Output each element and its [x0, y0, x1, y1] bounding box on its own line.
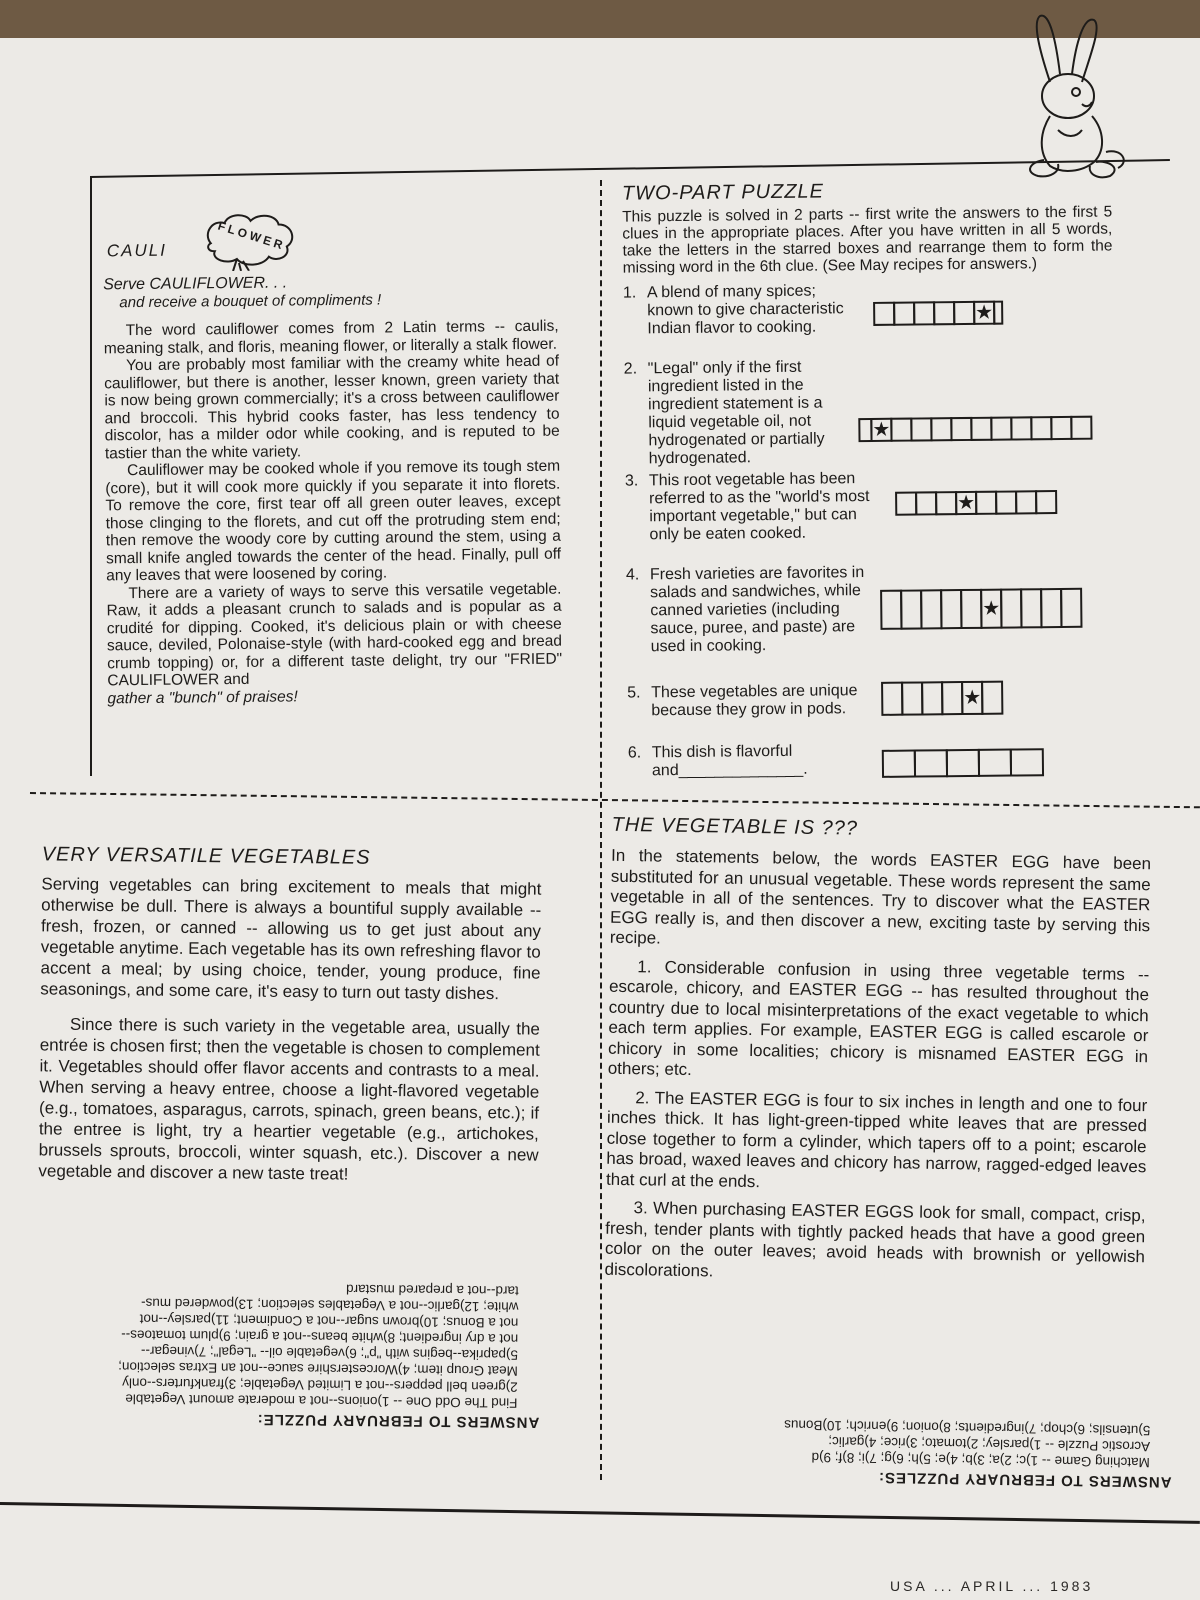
versatile-title: VERY VERSATILE VEGETABLES	[41, 843, 371, 869]
puzzle-intro: This puzzle is solved in 2 parts -- first write the answers to the first 5 clues in the appropriate places. After you have written in all 5 words, take the letters in the starred boxes and rearrange them to form the missing word in the 6th clue. (See May recipes for answers.)	[622, 203, 1113, 277]
starred-answer-box[interactable]	[961, 681, 983, 715]
serve-subheading: and receive a bouquet of compliments !	[119, 291, 382, 312]
puzzle-clue-5	[627, 679, 1118, 740]
answer-box[interactable]	[993, 301, 1003, 325]
answer-box[interactable]	[940, 589, 962, 629]
answer-box[interactable]	[950, 417, 972, 441]
answer-box[interactable]	[921, 681, 943, 715]
answer-box[interactable]	[1020, 588, 1042, 628]
answers-february-puzzles	[612, 1414, 1173, 1490]
answer-box[interactable]	[881, 682, 903, 716]
answer-box[interactable]	[1015, 490, 1037, 514]
answer-line: tard--not a prepared mustard	[346, 1281, 519, 1299]
answer-box[interactable]	[900, 589, 922, 629]
puzzle-clue-4	[626, 561, 1117, 680]
answer-box[interactable]	[873, 302, 895, 326]
answer-box[interactable]	[1030, 416, 1052, 440]
answer-box[interactable]	[960, 589, 982, 629]
answer-box[interactable]	[995, 490, 1017, 514]
clue-text: This dish is flavorful and______________.	[651, 742, 808, 780]
clue-text: This root vegetable has been referred to as the "world's most important vegetable," but can only be eaten cooked.	[648, 470, 870, 544]
answer-box[interactable]	[981, 681, 1003, 715]
answer-boxes-1[interactable]	[875, 301, 1003, 326]
answer-line: Matching Game -- 1)c; 2)a; 3)b; 4)e; 5)h; 6)g; 7)i; 8)f; 9)d	[811, 1449, 1150, 1471]
answer-box[interactable]	[895, 492, 917, 516]
versatile-vegetables-section	[38, 845, 542, 1200]
answer-box[interactable]	[1070, 416, 1092, 440]
answer-line: Meat Group item; 4)Worcestershire sauce--not an Extras selection;	[118, 1359, 518, 1379]
answers-left-title: ANSWERS TO FEBRUARY PUZZLE:	[256, 1410, 540, 1431]
cauliflower-paragraph-2: You are probably most familiar with the creamy white head of cauliflower, but there is another, lesser known, green variety that is now being grown commercially; it's a cross between cauliflower and broccoli. This hybrid cooks faster, has less tendency to discolor, has a milder odor while cooking, and is reputed to be tastier than the white variety.	[104, 352, 560, 462]
answer-boxes-2[interactable]	[860, 416, 1092, 442]
clue-number: 6.	[627, 744, 642, 762]
answer-box[interactable]	[920, 589, 942, 629]
clue-number: 3.	[624, 472, 639, 490]
page-footer: USA ... APRIL ... 1983	[890, 1578, 1094, 1594]
cauliflower-paragraph-4: There are a variety of ways to serve this versatile vegetable. Raw, it adds a pleasant crunch to salads and is popular as a crudité for dipping. Cooked, it's delicious plain or with cheese sauce, deviled, Polonaise-style (with hard-cooked egg and bread crumb topping) or, for a different taste delight, try our "FRIED" CAULIFLOWER and	[106, 580, 563, 690]
cauliflower-logo	[102, 208, 558, 273]
answer-box[interactable]	[1000, 588, 1022, 628]
answer-box[interactable]	[1010, 416, 1032, 440]
answer-box[interactable]	[990, 417, 1012, 441]
vertical-dashed-divider	[600, 180, 602, 1480]
answer-box[interactable]	[882, 750, 916, 778]
cauliflower-paragraph-3: Cauliflower may be cooked whole if you remove its tough stem (core), but it will cook more quickly if you separate it into florets. To remove the core, first tear off all green outer leaves, except those clinging to the florets, and cut off the protruding stem end; then remove the woody core by cutting around the stem, using a small knife angled towards the center of the head. Finally, pull off any leaves that were loosened by coring.	[105, 457, 562, 585]
answer-boxes-6[interactable]	[884, 748, 1044, 778]
answer-box[interactable]	[970, 417, 992, 441]
answer-box[interactable]	[1035, 490, 1057, 514]
answer-line: 5)utensils; 6)chop; 7)ingredients; 8)onion; 9)enrich; 10)Bonus	[784, 1417, 1151, 1439]
starred-answer-box[interactable]	[973, 301, 995, 325]
answer-box[interactable]	[1040, 588, 1062, 628]
logo-flower-text: FLOWER	[216, 218, 288, 253]
answer-box[interactable]	[930, 417, 952, 441]
vegetable-statement-1: 1. Considerable confusion in using three vegetable terms -- escarole, chicory, and EASTER EGG -- has resulted throughout the country due to local misinterpretations of the exact vegetable to which each term applies. For example, EASTER EGG is called escarole or chicory in some localities; chicory is misnamed EASTER EGG in others; etc.	[607, 956, 1150, 1080]
answer-box[interactable]	[890, 418, 912, 442]
answer-line: 2)green bell peppers--not a Limited Vegetable; 3)frankfurters--only	[122, 1375, 518, 1395]
answer-box[interactable]	[1010, 748, 1044, 776]
clue-text: These vegetables are unique because they grow in pods.	[651, 682, 858, 720]
starred-answer-box[interactable]	[955, 491, 977, 515]
logo-flower-cloud	[202, 212, 298, 271]
vegetable-statement-2: 2. The EASTER EGG is four to six inches in length and one to four inches thick. It has light-green-tipped white leaves that are pressed close together to form a cylinder, which tapers off to a point; escarole has broad, waxed leaves and chicory has narrow, ragged-edged leaves that curl at the ends.	[605, 1087, 1148, 1191]
answer-boxes-5[interactable]	[883, 681, 1003, 716]
answer-boxes-3[interactable]	[897, 490, 1057, 516]
clue-text: Fresh varieties are favorites in salads and sandwiches, while canned varieties (including sauce, puree, and paste) are used in cooking.	[649, 564, 865, 656]
star-icon: ★	[982, 597, 1001, 620]
answer-box[interactable]	[975, 491, 997, 515]
answer-box[interactable]	[1050, 416, 1072, 440]
bunny-illustration	[1010, 12, 1140, 182]
answer-box[interactable]	[915, 491, 937, 515]
cauliflower-closing: gather a "bunch" of praises!	[107, 687, 298, 707]
answers-february-puzzle	[19, 1277, 541, 1429]
cauliflower-section	[102, 208, 562, 708]
vegetable-is-intro: In the statements below, the words EASTER EGG have been substituted for an unusual vegetable. These words represent the same vegetable in all of the sentences. Try to discover what the EASTER EGG really is, and then discover a new, exciting taste by serving this recipe.	[609, 845, 1152, 948]
clue-text: "Legal" only if the first ingredient listed in the ingredient statement is a liquid vegetable oil, not hydrogenated or partially hydrogenated.	[647, 358, 825, 468]
answer-box[interactable]	[893, 302, 915, 326]
serve-heading: Serve CAULIFLOWER. . .	[103, 274, 288, 294]
answer-boxes-4[interactable]	[882, 588, 1082, 630]
clue-number: 5.	[627, 684, 641, 702]
frame-left-border	[90, 176, 92, 776]
clue-text: A blend of many spices; known to give characteristic Indian flavor to cooking.	[646, 282, 844, 338]
cauliflower-paragraph-1: The word cauliflower comes from 2 Latin terms -- caulis, meaning stalk, and floris, meaning flower, or literally a stalk flower.	[103, 317, 559, 357]
answer-line: white; 12)garlic--not a Vegetables selection; 13)powdered mus-	[140, 1295, 519, 1315]
answer-box[interactable]	[933, 301, 955, 325]
answer-box[interactable]	[914, 749, 948, 777]
puzzle-clue-6	[628, 739, 1118, 788]
answer-line: not a dry ingredient; 8)white beans--not a grain; 9)plum tomatoes--	[121, 1327, 519, 1347]
answer-box[interactable]	[953, 301, 975, 325]
vegetable-is-section	[604, 813, 1152, 1296]
starred-answer-box[interactable]	[870, 418, 892, 442]
clue-number: 1.	[622, 284, 637, 302]
starred-answer-box[interactable]	[980, 589, 1002, 629]
answer-line: 5)paprika--begins with "p"; 6)vegetable oil-- "Legal"; 7)vinegar--	[140, 1343, 519, 1363]
answer-box[interactable]	[910, 417, 932, 441]
answer-box[interactable]	[935, 491, 957, 515]
vegetable-is-title: THE VEGETABLE IS ???	[611, 813, 859, 840]
answer-box[interactable]	[1060, 588, 1082, 628]
answer-box[interactable]	[941, 681, 963, 715]
answer-line: not a Bonus; 10)brown sugar--not a Condiment; 11)parsley--not	[139, 1311, 519, 1331]
star-icon: ★	[975, 301, 994, 324]
answer-line: Find The Odd One -- 1)onions--not a moderate amount Vegetable	[125, 1391, 518, 1411]
star-icon: ★	[963, 686, 982, 710]
clue-number: 4.	[625, 566, 640, 584]
answer-box[interactable]	[978, 749, 1012, 777]
answer-box[interactable]	[946, 749, 980, 777]
versatile-paragraph-1: Serving vegetables can bring excitement to meals that might otherwise be dull. There is always a bountiful supply available -- fresh, frozen, or canned -- allowing us to get just about any vegetable anytime. Each vegetable has its own refreshing flavor to accent a meal; by using choice, tender, young produce, fine seasonings, and some care, it's easy to turn out tasty dishes.	[40, 874, 542, 1004]
answer-box[interactable]	[901, 681, 923, 715]
two-part-puzzle-section	[622, 179, 1118, 792]
logo-cauli-text: CAULI	[106, 240, 167, 261]
vegetable-statement-3: 3. When purchasing EASTER EGGS look for small, compact, crisp, fresh, tender plants with tightly packed heads that have a good green color on the outer leaves; avoid heads with brownish or yellowish discolorations.	[604, 1198, 1146, 1280]
answer-box[interactable]	[913, 301, 935, 325]
puzzle-clue-2	[624, 355, 1115, 468]
puzzle-title: TWO-PART PUZZLE	[621, 180, 825, 205]
puzzle-clue-1	[623, 279, 1114, 356]
answer-box[interactable]	[880, 590, 902, 630]
star-icon: ★	[957, 491, 976, 515]
star-icon: ★	[872, 418, 891, 441]
clue-number: 2.	[623, 360, 638, 378]
answer-line: Acrostic Puzzle -- 1)parsley; 2)tomato; 3)rice; 4)garlic;	[828, 1433, 1151, 1455]
answers-right-title: ANSWERS TO FEBRUARY PUZZLES:	[877, 1468, 1172, 1491]
puzzle-clue-3	[625, 467, 1116, 562]
versatile-paragraph-2: Since there is such variety in the vegetable area, usually the entrée is chosen first; then the vegetable is chosen to complement it. Vegetables should offer flavor accents and contrasts to a meal. When serving a heavy entree, choose a light-flavored vegetable (e.g., tomatoes, asparagus, carrots, spinach, green beans, etc.); if the entree is light, try a heartier vegetable (e.g., artichokes, brussels sprouts, broccoli, winter squash, etc.). Discover a new vegetable and discover a new taste treat!	[38, 1014, 541, 1184]
